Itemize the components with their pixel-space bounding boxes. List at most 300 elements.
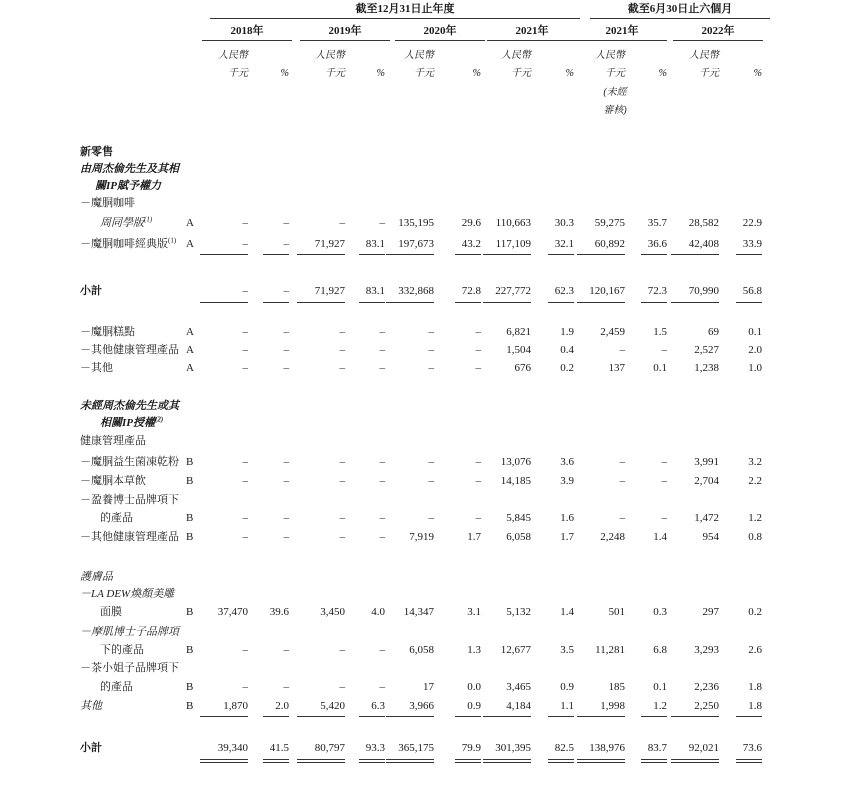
rule (671, 759, 719, 760)
rule (671, 254, 719, 255)
rule (300, 40, 390, 41)
table-cell: – (661, 475, 667, 487)
table-cell: – (379, 344, 385, 356)
category-code: A (186, 362, 194, 374)
category-code: A (186, 238, 194, 250)
table-cell: 3,465 (506, 681, 531, 693)
rule (386, 762, 434, 763)
rule (386, 254, 434, 255)
rule (483, 254, 531, 255)
table-cell: – (428, 475, 434, 487)
table-cell: 332,868 (398, 285, 434, 297)
label-magic-coffee: －魔胴咖啡 (80, 197, 135, 209)
table-cell: 70,990 (688, 285, 719, 297)
table-cell: – (242, 217, 248, 229)
table-cell: 3.5 (560, 644, 574, 656)
table-cell: – (475, 512, 481, 524)
table-cell: – (242, 326, 248, 338)
table-cell: 0.2 (748, 606, 762, 618)
table-cell: 6,058 (506, 531, 531, 543)
rule (548, 759, 574, 760)
table-cell: 5,132 (506, 606, 531, 618)
table-cell: 37,470 (217, 606, 248, 618)
table-cell: – (283, 285, 289, 297)
rule (736, 759, 762, 760)
table-cell: 1.3 (467, 644, 481, 656)
table-cell: 2,527 (694, 344, 719, 356)
rule (641, 302, 667, 303)
table-cell: – (283, 362, 289, 374)
table-cell: 227,772 (495, 285, 531, 297)
rule (297, 302, 345, 303)
table-cell: – (283, 644, 289, 656)
rule (263, 716, 289, 717)
table-cell: 72.8 (461, 285, 481, 297)
category-code: B (186, 681, 194, 693)
rule (263, 759, 289, 760)
row-label: －魔胴咖啡經典版$^{(1)}$ (80, 236, 177, 250)
currency-label: 人民幣 (315, 50, 345, 61)
row-label: －其他健康管理產品 (80, 344, 179, 356)
currency-label: 人民幣 (404, 50, 434, 61)
table-cell: 35.7 (647, 217, 667, 229)
table-cell: 36.6 (647, 238, 667, 250)
table-cell: 2,704 (694, 475, 719, 487)
row-label: －魔胴本草飲 (80, 475, 146, 487)
rule (297, 762, 345, 763)
table-cell: 30.3 (554, 217, 574, 229)
rule (487, 40, 577, 41)
rule (297, 716, 345, 717)
rule (263, 302, 289, 303)
table-cell: 4.0 (371, 606, 385, 618)
table-cell: 1.0 (748, 362, 762, 374)
table-cell: 3.6 (560, 456, 574, 468)
rule (483, 302, 531, 303)
table-cell: 43.2 (461, 238, 481, 250)
category-code: B (186, 644, 194, 656)
category-code: A (186, 326, 194, 338)
table-cell: – (339, 456, 345, 468)
table-cell: – (619, 512, 625, 524)
row-label: 面膜 (100, 606, 122, 618)
table-cell: 6.3 (371, 700, 385, 712)
table-cell: – (283, 681, 289, 693)
year-header: 2018年 (230, 25, 264, 37)
category-code: B (186, 531, 194, 543)
table-cell: – (242, 475, 248, 487)
table-cell: – (283, 531, 289, 543)
rule (671, 762, 719, 763)
table-cell: 1.5 (653, 326, 667, 338)
table-cell: – (242, 512, 248, 524)
rule (200, 762, 248, 763)
table-cell: – (283, 456, 289, 468)
table-cell: 2,459 (600, 326, 625, 338)
table-cell: – (475, 475, 481, 487)
table-cell: 117,109 (495, 238, 531, 250)
table-cell: 6,058 (409, 644, 434, 656)
table-cell: – (619, 344, 625, 356)
table-cell: 82.5 (554, 742, 574, 754)
table-cell: – (475, 344, 481, 356)
rule (483, 716, 531, 717)
rule (386, 716, 434, 717)
table-cell: – (475, 362, 481, 374)
table-cell: 71,927 (314, 285, 345, 297)
rule (359, 759, 385, 760)
table-cell: – (339, 362, 345, 374)
rule (590, 18, 770, 19)
unaudited-label: (未經 (603, 87, 627, 98)
table-cell: 2.0 (748, 344, 762, 356)
table-cell: 1.4 (560, 606, 574, 618)
rule (671, 302, 719, 303)
table-cell: 3.1 (467, 606, 481, 618)
table-cell: 185 (608, 681, 625, 693)
table-cell: – (283, 475, 289, 487)
table-cell: 0.1 (653, 362, 667, 374)
table-cell: – (619, 475, 625, 487)
table-cell: 4,184 (506, 700, 531, 712)
rule (200, 759, 248, 760)
table-cell: 33.9 (742, 238, 762, 250)
category-code: B (186, 606, 194, 618)
rule (455, 759, 481, 760)
table-cell: – (379, 681, 385, 693)
table-cell: – (339, 681, 345, 693)
table-cell: – (619, 456, 625, 468)
table-cell: 2,236 (694, 681, 719, 693)
table-cell: 1.2 (748, 512, 762, 524)
rule (210, 18, 580, 19)
table-cell: 56.8 (742, 285, 762, 297)
rule (200, 716, 248, 717)
table-cell: 2,248 (600, 531, 625, 543)
table-cell: 1,870 (223, 700, 248, 712)
table-cell: 83.7 (647, 742, 667, 754)
table-cell: 365,175 (398, 742, 434, 754)
table-cell: 0.9 (467, 700, 481, 712)
table-cell: 60,892 (594, 238, 625, 250)
currency-label: 人民幣 (595, 50, 625, 61)
table-cell: 120,167 (589, 285, 625, 297)
rule (548, 762, 574, 763)
rule (359, 716, 385, 717)
table-cell: 1.1 (560, 700, 574, 712)
table-cell: 1,998 (600, 700, 625, 712)
section-licensed-line2: 關IP賦予權力 (95, 180, 161, 192)
table-cell: 197,673 (398, 238, 434, 250)
table-cell: – (283, 326, 289, 338)
section-title-new-retail: 新零售 (80, 146, 113, 158)
table-cell: 954 (702, 531, 719, 543)
table-cell: 0.9 (560, 681, 574, 693)
table-cell: 1.7 (560, 531, 574, 543)
row-label: 下的產品 (100, 644, 144, 656)
table-cell: – (242, 456, 248, 468)
rule (641, 716, 667, 717)
table-cell: – (428, 344, 434, 356)
table-cell: – (475, 326, 481, 338)
table-cell: 59,275 (594, 217, 625, 229)
rule (483, 759, 531, 760)
table-cell: 501 (608, 606, 625, 618)
table-cell: 0.2 (560, 362, 574, 374)
rule (359, 762, 385, 763)
table-cell: – (242, 644, 248, 656)
table-cell: – (428, 362, 434, 374)
percent-label: % (565, 68, 574, 79)
row-label: 周同學版$^{(1)}$ (100, 215, 153, 229)
table-cell: – (242, 681, 248, 693)
table-cell: – (661, 344, 667, 356)
table-cell: – (661, 512, 667, 524)
table-cell: 137 (608, 362, 625, 374)
unit-label: 千元 (699, 68, 719, 79)
table-cell: 72.3 (647, 285, 667, 297)
table-cell: – (339, 217, 345, 229)
table-cell: – (379, 644, 385, 656)
rule (455, 716, 481, 717)
table-cell: 3,991 (694, 456, 719, 468)
rule (386, 302, 434, 303)
table-cell: 1.6 (560, 512, 574, 524)
table-cell: 39,340 (217, 742, 248, 754)
row-label: 的產品 (100, 681, 133, 693)
rule (263, 762, 289, 763)
table-cell: 676 (514, 362, 531, 374)
row-label: 其他 (80, 700, 102, 712)
table-cell: 1.7 (467, 531, 481, 543)
table-cell: 7,919 (409, 531, 434, 543)
table-cell: – (283, 238, 289, 250)
year-header: 2021年 (605, 25, 639, 37)
table-cell: 14,185 (500, 475, 531, 487)
category-code: A (186, 344, 194, 356)
table-cell: 1.8 (748, 681, 762, 693)
rule (548, 254, 574, 255)
table-cell: 3,293 (694, 644, 719, 656)
rule (200, 254, 248, 255)
rule (736, 254, 762, 255)
rule (359, 302, 385, 303)
rule (577, 40, 667, 41)
label-ladew: －LA DEW煥顏美雕 (80, 588, 175, 600)
category-code: B (186, 475, 194, 487)
rule (483, 762, 531, 763)
table-cell: 42,408 (688, 238, 719, 250)
rule (386, 759, 434, 760)
rule (671, 716, 719, 717)
table-cell: 73.6 (742, 742, 762, 754)
table-cell: 0.1 (653, 681, 667, 693)
percent-label: % (658, 68, 667, 79)
table-cell: – (475, 456, 481, 468)
unit-label: 千元 (228, 68, 248, 79)
table-cell: 0.0 (467, 681, 481, 693)
rule (548, 302, 574, 303)
label-skincare: 護膚品 (80, 571, 113, 583)
table-cell: – (339, 326, 345, 338)
table-cell: 110,663 (495, 217, 531, 229)
table-cell: 17 (423, 681, 434, 693)
label-cha: －茶小姐子品牌項下 (80, 662, 179, 674)
section-licensed-line1: 由周杰倫先生及其相 (80, 163, 179, 175)
table-cell: 71,927 (314, 238, 345, 250)
table-cell: – (339, 475, 345, 487)
table-cell: – (242, 238, 248, 250)
table-cell: 6,821 (506, 326, 531, 338)
category-code: A (186, 217, 194, 229)
table-cell: 29.6 (461, 217, 481, 229)
header-group-halfyear: 截至6月30日止六個月 (627, 3, 733, 15)
table-cell: 2,250 (694, 700, 719, 712)
rule (297, 254, 345, 255)
rule (577, 762, 625, 763)
rule (577, 302, 625, 303)
rule (395, 40, 485, 41)
table-cell: 80,797 (314, 742, 345, 754)
table-cell: 138,976 (589, 742, 625, 754)
table-cell: 3.2 (748, 456, 762, 468)
rule (641, 254, 667, 255)
label-health: 健康管理產品 (80, 435, 146, 447)
category-code: B (186, 700, 194, 712)
table-cell: 2.6 (748, 644, 762, 656)
table-cell: 1,472 (694, 512, 719, 524)
table-cell: – (428, 512, 434, 524)
table-cell: 0.1 (748, 326, 762, 338)
table-cell: 3,966 (409, 700, 434, 712)
row-label: －魔胴益生菌凍乾粉 (80, 456, 179, 468)
table-cell: 2.0 (275, 700, 289, 712)
table-cell: 39.6 (269, 606, 289, 618)
category-code: B (186, 456, 194, 468)
percent-label: % (472, 68, 481, 79)
table-cell: 1.4 (653, 531, 667, 543)
table-cell: 135,195 (398, 217, 434, 229)
table-cell: 1.8 (748, 700, 762, 712)
table-cell: 83.1 (365, 238, 385, 250)
table-cell: 22.9 (742, 217, 762, 229)
year-header: 2020年 (423, 25, 457, 37)
table-cell: – (379, 475, 385, 487)
year-header: 2019年 (328, 25, 362, 37)
table-cell: 1.9 (560, 326, 574, 338)
table-cell: – (379, 217, 385, 229)
table-cell: 6.8 (653, 644, 667, 656)
table-cell: 1.2 (653, 700, 667, 712)
row-label: －魔胴糕點 (80, 326, 135, 338)
table-cell: 13,076 (500, 456, 531, 468)
unit-label: 千元 (414, 68, 434, 79)
table-cell: – (283, 344, 289, 356)
rule (263, 254, 289, 255)
table-cell: 301,395 (495, 742, 531, 754)
table-cell: 32.1 (554, 238, 574, 250)
table-cell: – (428, 326, 434, 338)
currency-label: 人民幣 (689, 50, 719, 61)
percent-label: % (753, 68, 762, 79)
row-label: 的產品 (100, 512, 133, 524)
currency-label: 人民幣 (501, 50, 531, 61)
row-label-subtotal: 小計 (80, 742, 102, 754)
rule (577, 759, 625, 760)
rule (548, 716, 574, 717)
rule (736, 716, 762, 717)
table-cell: – (379, 456, 385, 468)
table-cell: 69 (708, 326, 719, 338)
table-cell: – (283, 512, 289, 524)
table-cell: – (242, 344, 248, 356)
table-cell: 12,677 (500, 644, 531, 656)
unit-label: 千元 (325, 68, 345, 79)
table-cell: – (379, 531, 385, 543)
unit-label: 千元 (511, 68, 531, 79)
label-mojie: －摩肌博士子品牌項 (80, 626, 179, 638)
table-cell: 2.2 (748, 475, 762, 487)
table-cell: 62.3 (554, 285, 574, 297)
table-cell: 3.9 (560, 475, 574, 487)
table-cell: 1,504 (506, 344, 531, 356)
unit-label: 千元 (605, 68, 625, 79)
rule (577, 254, 625, 255)
table-cell: – (339, 644, 345, 656)
percent-label: % (376, 68, 385, 79)
table-cell: 5,420 (320, 700, 345, 712)
table-cell: 1,238 (694, 362, 719, 374)
row-label-subtotal: 小計 (80, 285, 102, 297)
table-cell: 0.4 (560, 344, 574, 356)
rule (641, 759, 667, 760)
percent-label: % (280, 68, 289, 79)
table-cell: 5,845 (506, 512, 531, 524)
table-cell: 83.1 (365, 285, 385, 297)
table-cell: 92,021 (688, 742, 719, 754)
section-unlicensed-line2: 相關IP授權$^{(2)}$ (100, 415, 164, 429)
rule (577, 716, 625, 717)
table-cell: 93.3 (365, 742, 385, 754)
table-cell: – (379, 362, 385, 374)
year-header: 2021年 (515, 25, 549, 37)
rule (359, 254, 385, 255)
table-cell: 28,582 (688, 217, 719, 229)
rule (455, 302, 481, 303)
table-cell: – (242, 285, 248, 297)
rule (202, 40, 292, 41)
row-label: －其他健康管理產品 (80, 531, 179, 543)
section-unlicensed-line1: 未經周杰倫先生或其 (80, 400, 179, 412)
rule (736, 762, 762, 763)
table-cell: 0.3 (653, 606, 667, 618)
year-header: 2022年 (701, 25, 735, 37)
table-cell: 14,347 (403, 606, 434, 618)
table-cell: – (661, 456, 667, 468)
rule (200, 302, 248, 303)
rule (736, 302, 762, 303)
table-cell: 11,281 (595, 644, 625, 656)
unaudited-label: 審核) (603, 105, 627, 116)
rule (641, 762, 667, 763)
rule (455, 762, 481, 763)
table-cell: – (283, 217, 289, 229)
table-cell: 297 (702, 606, 719, 618)
table-cell: 0.8 (748, 531, 762, 543)
header-group-annual: 截至12月31日止年度 (355, 3, 455, 15)
label-yingyang: －盈養博士品牌項下 (80, 494, 179, 506)
rule (673, 40, 763, 41)
